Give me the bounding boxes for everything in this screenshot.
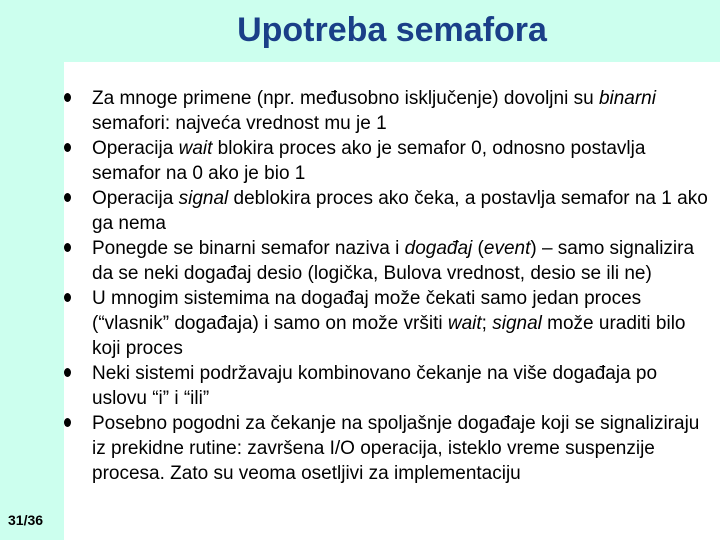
bullet-dot-icon [64,418,71,427]
text-run: ) – samo signalizira da se neki događaj desio (logička, Bulova vrednost, desio se ili ne) [92,238,695,284]
text-run: ; [481,313,493,334]
bullet-dot-icon [64,193,71,202]
bullet-dot-icon [64,93,71,102]
bullet-item [64,186,714,236]
bullet-text [92,286,714,361]
text-run: može uraditi bilo koji proces [92,313,686,359]
italic-term: signal [492,313,542,334]
italic-term: binarni [598,88,656,109]
bullet-text [92,186,714,236]
bullet-dot-icon [64,243,71,252]
text-run: Posebno pogodni za čekanje na spoljašnje događaje koji se signaliziraju iz prekidne rutine: završena I/O operacija, isteklo vreme suspenzije procesa. Zato su veoma osetljivi za implementaciju [92,413,700,484]
bullet-item [64,236,714,286]
italic-term: wait [447,313,482,334]
slide-number: 31/36 [8,512,44,528]
bullet-text [92,361,714,411]
bullet-text [92,236,714,286]
italic-term: signal [178,188,229,209]
bullet-text [92,136,714,186]
text-run: semafori: najveća vrednost mu je 1 [92,113,387,134]
text-run: blokira proces ako je semafor 0, odnosno postavlja semafor na 0 ako je bio 1 [92,138,646,184]
bullet-dot-icon [64,143,71,152]
italic-term: wait [178,138,213,159]
slide-title: Upotreba semafora [237,11,547,49]
italic-term: event [483,238,531,259]
bullet-item [64,411,714,486]
bullet-list [64,86,714,486]
text-run: U mnogim sistemima na događaj može čekati samo jedan proces (“vlasnik” događaja) i samo on može vršiti [92,288,642,334]
slide-sidebar [0,0,64,540]
text-run: Operacija [92,138,179,159]
bullet-item [64,136,714,186]
text-run: Ponegde se binarni semafor naziva i [92,238,405,259]
bullet-dot-icon [64,293,71,302]
bullet-item [64,361,714,411]
text-run: Neki sistemi podržavaju kombinovano čekanje na više događaja po uslovu “i” i “ili” [92,363,658,409]
bullet-text [92,86,714,136]
bullet-text [92,411,714,486]
text-run: Operacija [92,188,179,209]
text-run: Za mnoge primene (npr. međusobno isključenje) dovoljni su [92,88,599,109]
bullet-item [64,286,714,361]
bullet-dot-icon [64,368,71,377]
bullet-item [64,86,714,136]
italic-term: događaj [404,238,473,259]
text-run: deblokira proces ako čeka, a postavlja semafor na 1 ako ga nema [92,188,708,234]
text-run: ( [472,238,484,259]
